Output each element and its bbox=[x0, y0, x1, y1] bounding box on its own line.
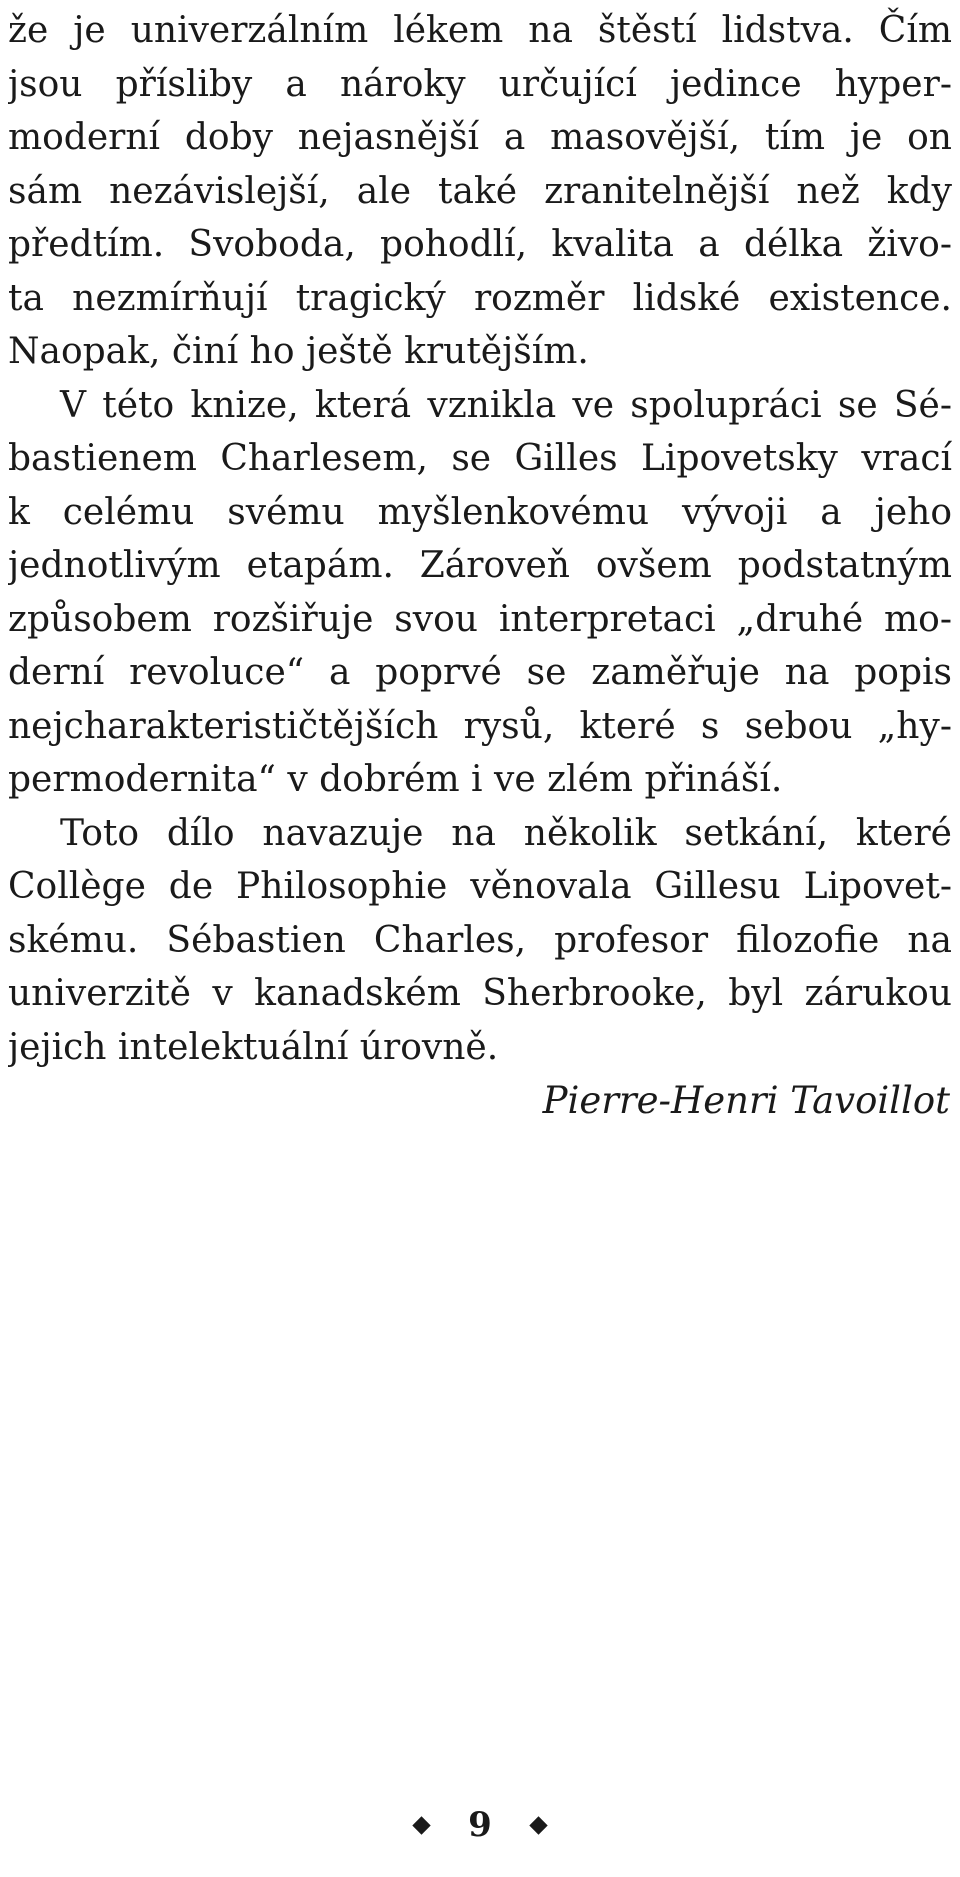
diamond-ornament-icon bbox=[529, 1816, 547, 1834]
page-footer bbox=[0, 1800, 960, 1850]
text-line: sám nezávislejší, ale také zranitelnější než kdy bbox=[8, 170, 952, 212]
paragraph-3 bbox=[8, 807, 952, 1075]
text-line: předtím. Svoboda, pohodlí, kvalita a délka živo- bbox=[8, 224, 952, 265]
text-line: bastienem Charlesem, se Gilles Lipovetsky vrací bbox=[8, 438, 952, 479]
text-line: V této knize, která vznikla ve spolupráci se Sé- bbox=[60, 384, 952, 426]
text-line: nejcharakterističtějších rysů, které s sebou „hy- bbox=[8, 705, 952, 747]
text-line: způsobem rozšiřuje svou interpretaci „druhé mo- bbox=[8, 598, 952, 640]
text-line: permodernita“ v dobrém i ve zlém přináší. bbox=[8, 759, 783, 800]
text-line: Naopak, činí ho ještě krutějším. bbox=[8, 331, 589, 372]
text-line: ta nezmírňují tragický rozměr lidské existence. bbox=[8, 277, 952, 319]
text-line: univerzitě v kanadském Sherbrooke, byl zárukou bbox=[8, 973, 952, 1014]
text-line: jednotlivým etapám. Zároveň ovšem podstatným bbox=[8, 545, 952, 586]
text-line: derní revoluce“ a poprvé se zaměřuje na popis bbox=[8, 652, 952, 693]
author-signature: Pierre-Henri Tavoillot bbox=[542, 1079, 950, 1122]
text-line: skému. Sébastien Charles, profesor filozofie na bbox=[8, 919, 952, 961]
text-line: že je univerzálním lékem na štěstí lidstva. Čím bbox=[8, 10, 952, 51]
page-number: 9 bbox=[468, 1805, 492, 1845]
text-line: jsou přísliby a nároky určující jedince hyper- bbox=[8, 63, 952, 105]
text-line: k celému svému myšlenkovému vývoji a jeho bbox=[8, 491, 952, 533]
paragraph-1 bbox=[8, 4, 952, 379]
text-line: Toto dílo navazuje na několik setkání, které bbox=[60, 812, 952, 854]
text-line: Collège de Philosophie věnovala Gillesu Lipovet- bbox=[8, 866, 952, 907]
paragraph-2 bbox=[8, 379, 952, 807]
text-body bbox=[8, 4, 952, 1128]
diamond-ornament-icon bbox=[412, 1816, 430, 1834]
text-line: jejich intelektuální úrovně. bbox=[8, 1026, 499, 1068]
text-line: moderní doby nejasnější a masovější, tím je on bbox=[8, 117, 952, 158]
